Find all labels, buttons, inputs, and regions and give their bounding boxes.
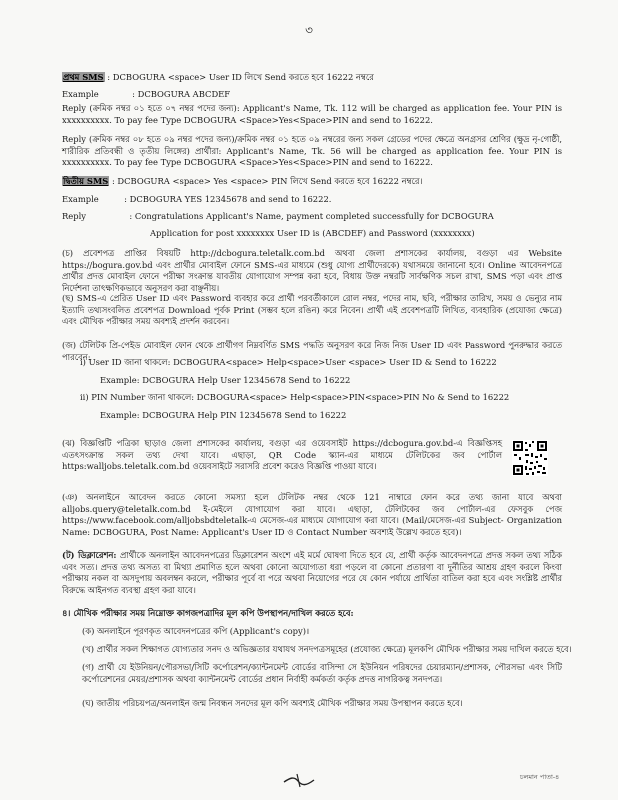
para-online-problem: (ঞ) অনলাইনে আবেদন করতে কোনো সমস্যা হলে টেলিটক নম্বর থেকে 121 নাম্বারে ফোন করে তথ্য জানা যাবে অথবা alljobs.query@teletalk.com.bd ই-মেইলে যোগাযোগ করা যাবে। এছাড়া, টেলিটকের জব পোর্টাল-এর ফেসবুক পেজ https://www.facebook.com/alljobsbdteletalk-এ মেসেজ-এর মাধ্যমে যোগাযোগ করা যাবে। (Mail/মেসেজ-এর Subject- Organization Name: DCBOGURA, Post Name: Applicant's User ID ও Contact Number অবশ্যই উল্লেখ করতে হবে)।	[62, 492, 562, 537]
second-sms-line	[62, 176, 423, 187]
page-number: ৩	[305, 23, 313, 37]
reply-3: Reply : Congratulations Applicant's Name, payment completed successfully for DCBOGURA	[62, 211, 494, 221]
first-sms-label: প্রথম SMS	[63, 72, 104, 82]
application-line: Application for post xxxxxxxx User ID is (ABCDEF) and Password (xxxxxxxx)	[150, 228, 475, 238]
viva-item-gha: (ঘ) জাতীয় পরিচয়পত্র/অনলাইন জন্ম নিবন্ধন সনদের মূল কপি অবশ্যই মৌখিক পরীক্ষার সময় উপস্থাপন করতে হবে।	[82, 698, 463, 708]
userid-example: Example: DCBOGURA Help User 12345678 Send to 16222	[100, 375, 351, 385]
continued-note: চলমান পাতা-৪	[520, 773, 560, 781]
first-sms-line	[62, 72, 374, 83]
example-1: Example : DCBOGURA ABCDEF	[62, 89, 231, 99]
para-forgot: (জ) টেলিটক প্রি-পেইড মোবাইল ফোন থেকে প্রার্থীগণ নিম্নবর্ণিত SMS পদ্ধতি অনুসরণ করে নিজ নিজ User ID এবং Password পুনরুদ্ধার করতে পারবেন:	[62, 340, 562, 362]
first-sms-text: : DCBOGURA <space> User ID লিখে Send করতে হবে 16222 নম্বরে	[107, 72, 374, 82]
pin-known: ii) PIN Number জানা থাকলে: DCBOGURA<space> Help<space>PIN<space>PIN No & Send to 16222	[80, 392, 510, 402]
reply-2: Reply (ক্রমিক নম্বর ০৮ হতে ০৯ নম্বর পদের জন্য)/ক্রমিক নম্বর ০১ হতে ০৯ নম্বরের জন্য সকল গ্রেডের পদের ক্ষেত্রে অনগ্রসর শ্রেণির (ক্ষুদ্র নৃ-গোষ্ঠী, শারীরিক প্রতিবন্ধী ও তৃতীয় লিঙ্গের) প্রার্থীরা: Applicant's Name, Tk. 56 will be charged as application fee. Your PIN is xxxxxxxxxx. To pay fee Type DCBOGURA <Space>Yes<Space>PIN and send to 16222.	[62, 134, 562, 167]
pin-example: Example: DCBOGURA Help PIN 12345678 Send to 16222	[100, 410, 347, 420]
reply-1: Reply (ক্রমিক নম্বর ০১ হতে ০৭ নম্বর পদের জন্য): Applicant's Name, Tk. 112 will be charged as application fee. Your PIN is xxxxxxxxxx. To pay fee Type DCBOGURA <Space>Yes<Space>PIN and send to 16222.	[62, 103, 562, 125]
viva-item-ka: (ক) অনলাইনে পূরণকৃত আবেদনপত্রের কপি (Applicant's copy)।	[82, 626, 310, 636]
section-4-heading: ৪। মৌখিক পরীক্ষার সময় নিম্নোক্ত কাগজপত্রাদির মূল কপি উপস্থাপন/দাখিল করতে হবে:	[62, 608, 354, 618]
signature-mark	[282, 772, 316, 790]
second-sms-label: দ্বিতীয় SMS	[63, 176, 109, 186]
example-2: Example : DCBOGURA YES 12345678 and send to 16222.	[62, 194, 332, 204]
para-sms-userid: (ছ) SMS-এ প্রেরিত User ID এবং Password ব্যবহার করে প্রার্থী পরবর্তীকালে রোল নম্বর, পদের নাম, ছবি, পরীক্ষার তারিখ, সময় ও ভেন্যুর নাম ইত্যাদি তথ্যসংবলিত প্রবেশপত্র Download পূর্বক Print (সম্ভব হলে রঙিন) করে নিবেন। প্রার্থী এই প্রবেশপত্রটি লিখিত, ব্যবহারিক (প্রযোজ্য ক্ষেত্রে) এবং মৌখিক পরীক্ষার সময় অবশ্যই প্রদর্শন করবেন।	[62, 293, 562, 326]
second-sms-text: : DCBOGURA <space> Yes <space> PIN লিখে Send করতে হবে 16222 নম্বরে।	[111, 176, 423, 186]
qr-code-icon	[512, 440, 548, 476]
para-disclaimer: (ট) ডিক্লারেশন: প্রার্থীকে অনলাইন আবেদনপত্রের ডিক্লারেশন অংশে এই মর্মে ঘোষণা দিতে হবে যে, প্রার্থী কর্তৃক আবেদনপত্রে প্রদত্ত সকল তথ্য সঠিক এবং সত্য। প্রদত্ত তথ্য অসত্য বা মিথ্যা প্রমাণিত হলে অথবা কোনো অযোগ্যতা ধরা পড়লে বা কোনো প্রতারণা বা দুর্নীতির আশ্রয় গ্রহণ করলে কিংবা পরীক্ষায় নকল বা অসদুপায় অবলম্বন করলে, পরীক্ষার পূর্বে বা পরে অথবা নিয়োগের পরে যে কোন পর্যায়ে প্রার্থিতা বাতিল করা হবে এবং সংশ্লিষ্ট প্রার্থীর বিরুদ্ধে আইনগত ব্যবস্থা গ্রহণ করা যাবে।	[62, 550, 562, 595]
para-notice: (ঝ) বিজ্ঞপ্তিটি পত্রিকা ছাড়াও জেলা প্রশাসকের কার্যালয়, বগুড়া এর ওয়েবসাইট https://dcbogura.gov.bd-এ বিজ্ঞপ্তিসহ এতৎসংক্রান্ত সকল তথ্য দেখা যাবে। এছাড়া, QR Code স্ক্যান-এর মাধ্যমে টেলিটকের জব পোর্টাল https:walljobs.teletalk.com.bd ওয়েবসাইটে সরাসরি প্রবেশ করেও বিজ্ঞপ্তি পাওয়া যাবে।	[62, 438, 502, 471]
para-admit-card: (চ) প্রবেশপত্র প্রাপ্তির বিষয়টি http://dcbogura.teletalk.com.bd অথবা জেলা প্রশাসকের কার্যালয়, বগুড়া এর Website https://bogura.gov.bd এবং প্রার্থীর মোবাইল ফোনে SMS-এর মাধ্যমে (শুধু যোগ্য প্রার্থীদেরকে) যথাসময়ে জানানো হবে। Online আবেদনপত্রে প্রার্থীর প্রদত্ত মোবাইল ফোনে পরীক্ষা সংক্রান্ত যাবতীয় যোগাযোগ সম্পন্ন করা হবে, বিধায় উক্ত নম্বরটি সার্বক্ষণিক সচল রাখা, SMS পড়া এবং প্রাপ্ত নির্দেশনা তাৎক্ষণিকভাবে অনুসরণ করা বাঞ্ছনীয়।	[62, 248, 562, 293]
userid-known: i) User ID জানা থাকলে: DCBOGURA<space> Help<space>User <space> User ID & Send to 16222	[80, 357, 497, 367]
viva-item-ga: (গ) প্রার্থী যে ইউনিয়ন/পৌরসভা/সিটি কর্পোরেশন/ক্যান্টনমেন্ট বোর্ডের বাসিন্দা সে ইউনিয়ন পরিষদের চেয়ারম্যান/প্রশাসক, পৌরসভা এবং সিটি কর্পোরেশনের মেয়র/প্রশাসক অথবা ক্যান্টনমেন্ট বোর্ডের প্রধান নির্বাহী কর্মকর্তা কর্তৃক প্রদত্ত নাগরিকত্ব সনদপত্র।	[82, 662, 562, 684]
viva-item-kha: (খ) প্রার্থীর সকল শিক্ষাগত যোগ্যতার সনদ ও অভিজ্ঞতার যথাযথ সনদপত্রসমূহের (প্রযোজ্য ক্ষেত্রে) মূলকপি মৌখিক পরীক্ষার সময় দাখিল করতে হবে।	[82, 644, 572, 654]
